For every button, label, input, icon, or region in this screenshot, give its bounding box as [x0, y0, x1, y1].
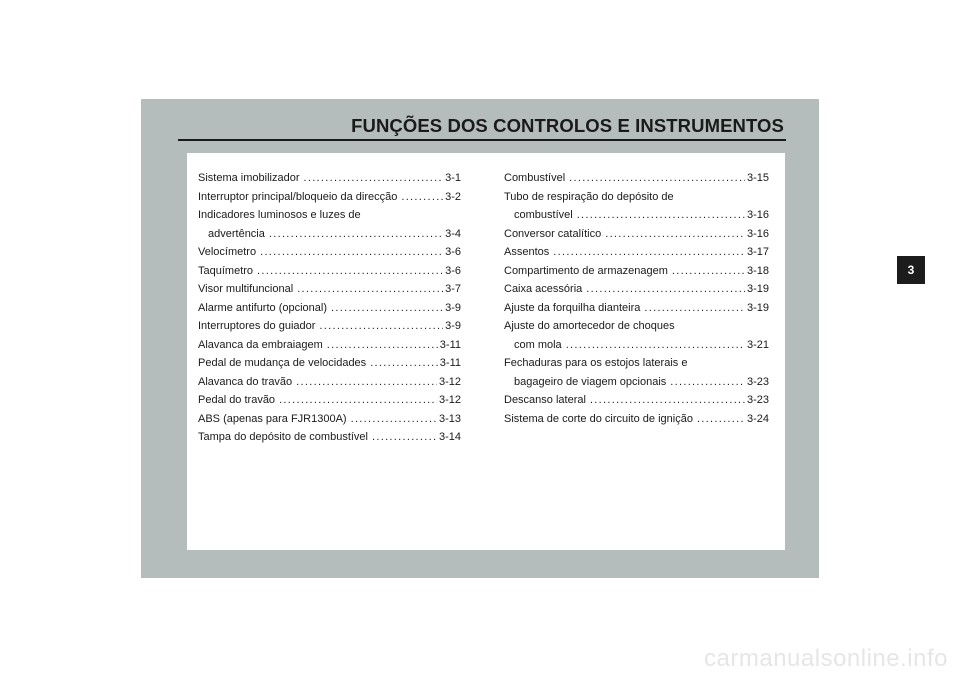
toc-dot-leader	[279, 391, 437, 410]
toc-dot-leader	[296, 373, 437, 392]
toc-dot-leader	[303, 169, 443, 188]
toc-entry-label: Interruptor principal/bloqueio da direcção	[198, 190, 398, 203]
toc-left-column	[198, 169, 461, 447]
watermark: carmanualsonline.info	[704, 645, 948, 672]
toc-entry[interactable]	[504, 317, 769, 354]
toc-entry-label: Ajuste da forquilha dianteira	[504, 301, 641, 314]
toc-entry-page: 3-6	[445, 264, 461, 277]
toc-entry-label: Taquímetro	[198, 264, 254, 277]
toc-entry-page: 3-6	[445, 246, 461, 258]
toc-entry-label: Caixa acessória	[504, 283, 583, 295]
toc-dot-leader	[401, 188, 443, 207]
toc-entry-page: 3-11	[439, 357, 461, 369]
toc-entry-label: Sistema imobilizador	[198, 172, 300, 184]
toc-entry-label: Ajuste do amortecedor de choques	[504, 320, 675, 332]
toc-entry-page: 3-23	[746, 394, 769, 406]
toc-entry[interactable]	[198, 428, 461, 447]
toc-dot-leader	[577, 206, 745, 225]
toc-entry-label: Visor multifuncional	[198, 283, 294, 295]
toc-entry-page: 3-13	[438, 412, 461, 425]
toc-entry-label: Conversor catalítico	[504, 227, 602, 240]
toc-entry-label: advertência	[208, 227, 265, 240]
toc-dot-leader	[672, 262, 745, 281]
toc-entry-page: 3-7	[445, 283, 461, 295]
toc-dot-leader	[569, 169, 745, 188]
toc-entry-page: 3-15	[746, 172, 769, 184]
toc-dot-leader	[257, 262, 443, 281]
toc-entry[interactable]	[198, 188, 461, 207]
toc-entry-page: 3-12	[438, 394, 461, 406]
toc-dot-leader	[372, 428, 437, 447]
toc-entry[interactable]	[504, 410, 769, 429]
toc-dot-leader	[331, 299, 443, 318]
toc-entry-page: 3-21	[746, 338, 769, 351]
toc-entry[interactable]	[504, 243, 769, 262]
toc-entry-page: 3-9	[445, 301, 461, 314]
toc-dot-leader	[297, 280, 443, 299]
toc-entry[interactable]	[504, 262, 769, 281]
toc-dot-leader	[553, 243, 745, 262]
toc-entry-label: Descanso lateral	[504, 394, 586, 406]
toc-entry-page: 3-14	[438, 431, 461, 443]
toc-entry-label: ABS (apenas para FJR1300A)	[198, 412, 347, 425]
toc-entry-label: Pedal de mudança de velocidades	[198, 357, 367, 369]
toc-dot-leader	[697, 410, 745, 429]
toc-dot-leader	[670, 373, 745, 392]
toc-entry[interactable]	[504, 280, 769, 299]
toc-entry[interactable]	[198, 280, 461, 299]
toc-dot-leader	[327, 336, 438, 355]
toc-entry[interactable]	[504, 169, 769, 188]
toc-entry-page: 3-18	[746, 264, 769, 277]
toc-dot-leader	[566, 336, 745, 355]
toc-entry-label: com mola	[514, 338, 562, 351]
toc-entry-page: 3-16	[746, 227, 769, 240]
toc-entry[interactable]	[504, 225, 769, 244]
toc-entry[interactable]	[198, 317, 461, 336]
toc-entry-label: Tampa do depósito de combustível	[198, 431, 368, 443]
toc-entry[interactable]	[198, 336, 461, 355]
toc-entry[interactable]	[198, 169, 461, 188]
toc-entry-label: Pedal do travão	[198, 394, 276, 406]
toc-entry-label: Combustível	[504, 172, 566, 184]
toc-entry-page: 3-16	[746, 209, 769, 221]
toc-entry-label: Assentos	[504, 246, 550, 258]
toc-dot-leader	[260, 243, 443, 262]
toc-entry-label: combustível	[514, 209, 573, 221]
toc-entry[interactable]	[198, 299, 461, 318]
toc-dot-leader	[590, 391, 745, 410]
toc-entry-label: Alavanca do travão	[198, 375, 293, 388]
toc-dot-leader	[269, 225, 443, 244]
chapter-tab[interactable]: 3	[897, 256, 925, 284]
toc-entry-page: 3-2	[445, 190, 461, 203]
toc-entry-page: 3-19	[746, 283, 769, 295]
toc-entry[interactable]	[198, 243, 461, 262]
toc-dot-leader	[351, 410, 437, 429]
toc-entry-label: Tubo de respiração do depósito de	[504, 190, 674, 203]
toc-entry[interactable]	[198, 391, 461, 410]
toc-entry[interactable]	[504, 391, 769, 410]
toc-entry-label: Fechaduras para os estojos laterais e	[504, 357, 688, 369]
toc-entry-label: Alarme antifurto (opcional)	[198, 301, 328, 314]
toc-entry-label: bagageiro de viagem opcionais	[514, 375, 667, 388]
toc-entry-page: 3-9	[445, 320, 461, 332]
toc-entry-label: Indicadores luminosos e luzes de	[198, 209, 361, 221]
toc-entry-page: 3-24	[746, 412, 769, 425]
toc-right-column	[504, 169, 769, 428]
toc-entry-label: Velocímetro	[198, 246, 257, 258]
toc-entry-label: Alavanca da embraiagem	[198, 338, 323, 351]
toc-entry[interactable]	[198, 206, 461, 243]
toc-entry-page: 3-1	[445, 172, 461, 184]
toc-entry-page: 3-19	[746, 301, 769, 314]
toc-entry-page: 3-23	[746, 375, 769, 388]
toc-entry-page: 3-4	[445, 227, 461, 240]
toc-entry-label: Sistema de corte do circuito de ignição	[504, 412, 693, 425]
toc-entry-page: 3-12	[438, 375, 461, 388]
toc-entry-page: 3-11	[439, 338, 461, 351]
toc-entry[interactable]	[198, 373, 461, 392]
title-underline	[178, 139, 786, 141]
page-title: FUNÇÕES DOS CONTROLOS E INSTRUMENTOS	[351, 115, 784, 136]
toc-dot-leader	[605, 225, 745, 244]
toc-entry-label: Compartimento de armazenagem	[504, 264, 668, 277]
toc-dot-leader	[644, 299, 745, 318]
toc-entry[interactable]	[198, 262, 461, 281]
toc-dot-leader	[319, 317, 443, 336]
toc-entry-label: Interruptores do guiador	[198, 320, 316, 332]
toc-entry[interactable]	[504, 188, 769, 225]
toc-entry-page: 3-17	[746, 246, 769, 258]
toc-entry[interactable]	[504, 299, 769, 318]
toc-dot-leader	[586, 280, 745, 299]
toc-entry[interactable]	[198, 354, 461, 373]
toc-dot-leader	[370, 354, 438, 373]
toc-entry[interactable]	[198, 410, 461, 429]
toc-entry[interactable]	[504, 354, 769, 391]
